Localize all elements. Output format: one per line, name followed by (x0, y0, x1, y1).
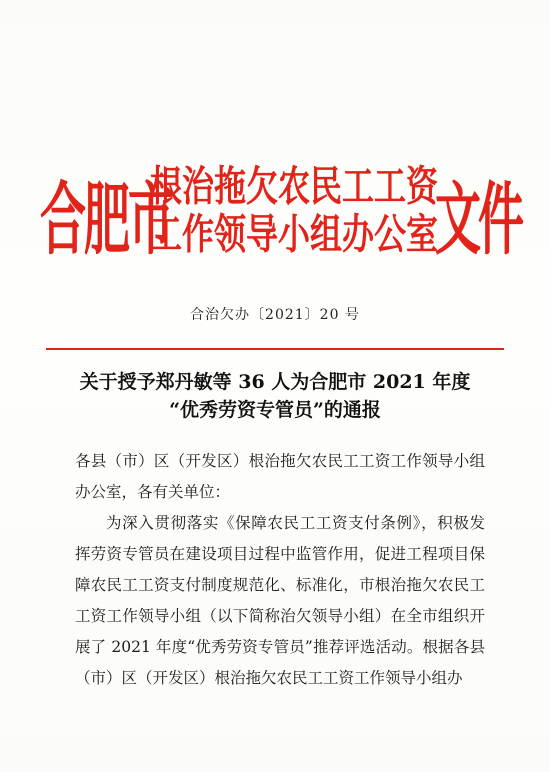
red-divider-line (46, 348, 504, 350)
title-line-2: “优秀劳资专管员”的通报 (169, 399, 381, 421)
document-title (0, 368, 550, 424)
masthead-issuer (150, 161, 450, 260)
document-body (75, 446, 485, 694)
title-line-1: 关于授予郑丹敏等 36 人为合肥市 2021 年度 (79, 371, 471, 393)
body-paragraph: 为深入贯彻落实《保障农民工工资支付条例》，积极发挥劳资专管员在建设项目过程中监管作用，促进工程项目保障农民工工资支付制度规范化、标准化，市根治拖欠农民工工资工作领导小组（以下简称治欠领导小组）在全市组织开展了 2021 年度“优秀劳资专管员”推荐评选活动。根据各县（市）区（开发区）根治拖欠农民工工资工作领导小组办 (75, 514, 485, 687)
masthead-city: 合肥市 (40, 173, 172, 265)
masthead-document-word: 文件 (435, 173, 521, 265)
red-masthead (40, 161, 521, 276)
masthead-issuer-line-1: 根治拖欠农民工工资 (150, 161, 439, 211)
masthead-issuer-line-2: 工作领导小组办公室 (150, 209, 439, 259)
document-number: 合治欠办〔2021〕20 号 (190, 307, 360, 323)
salutation: 各县（市）区（开发区）根治拖欠农民工工资工作领导小组办公室，各有关单位： (75, 452, 485, 501)
